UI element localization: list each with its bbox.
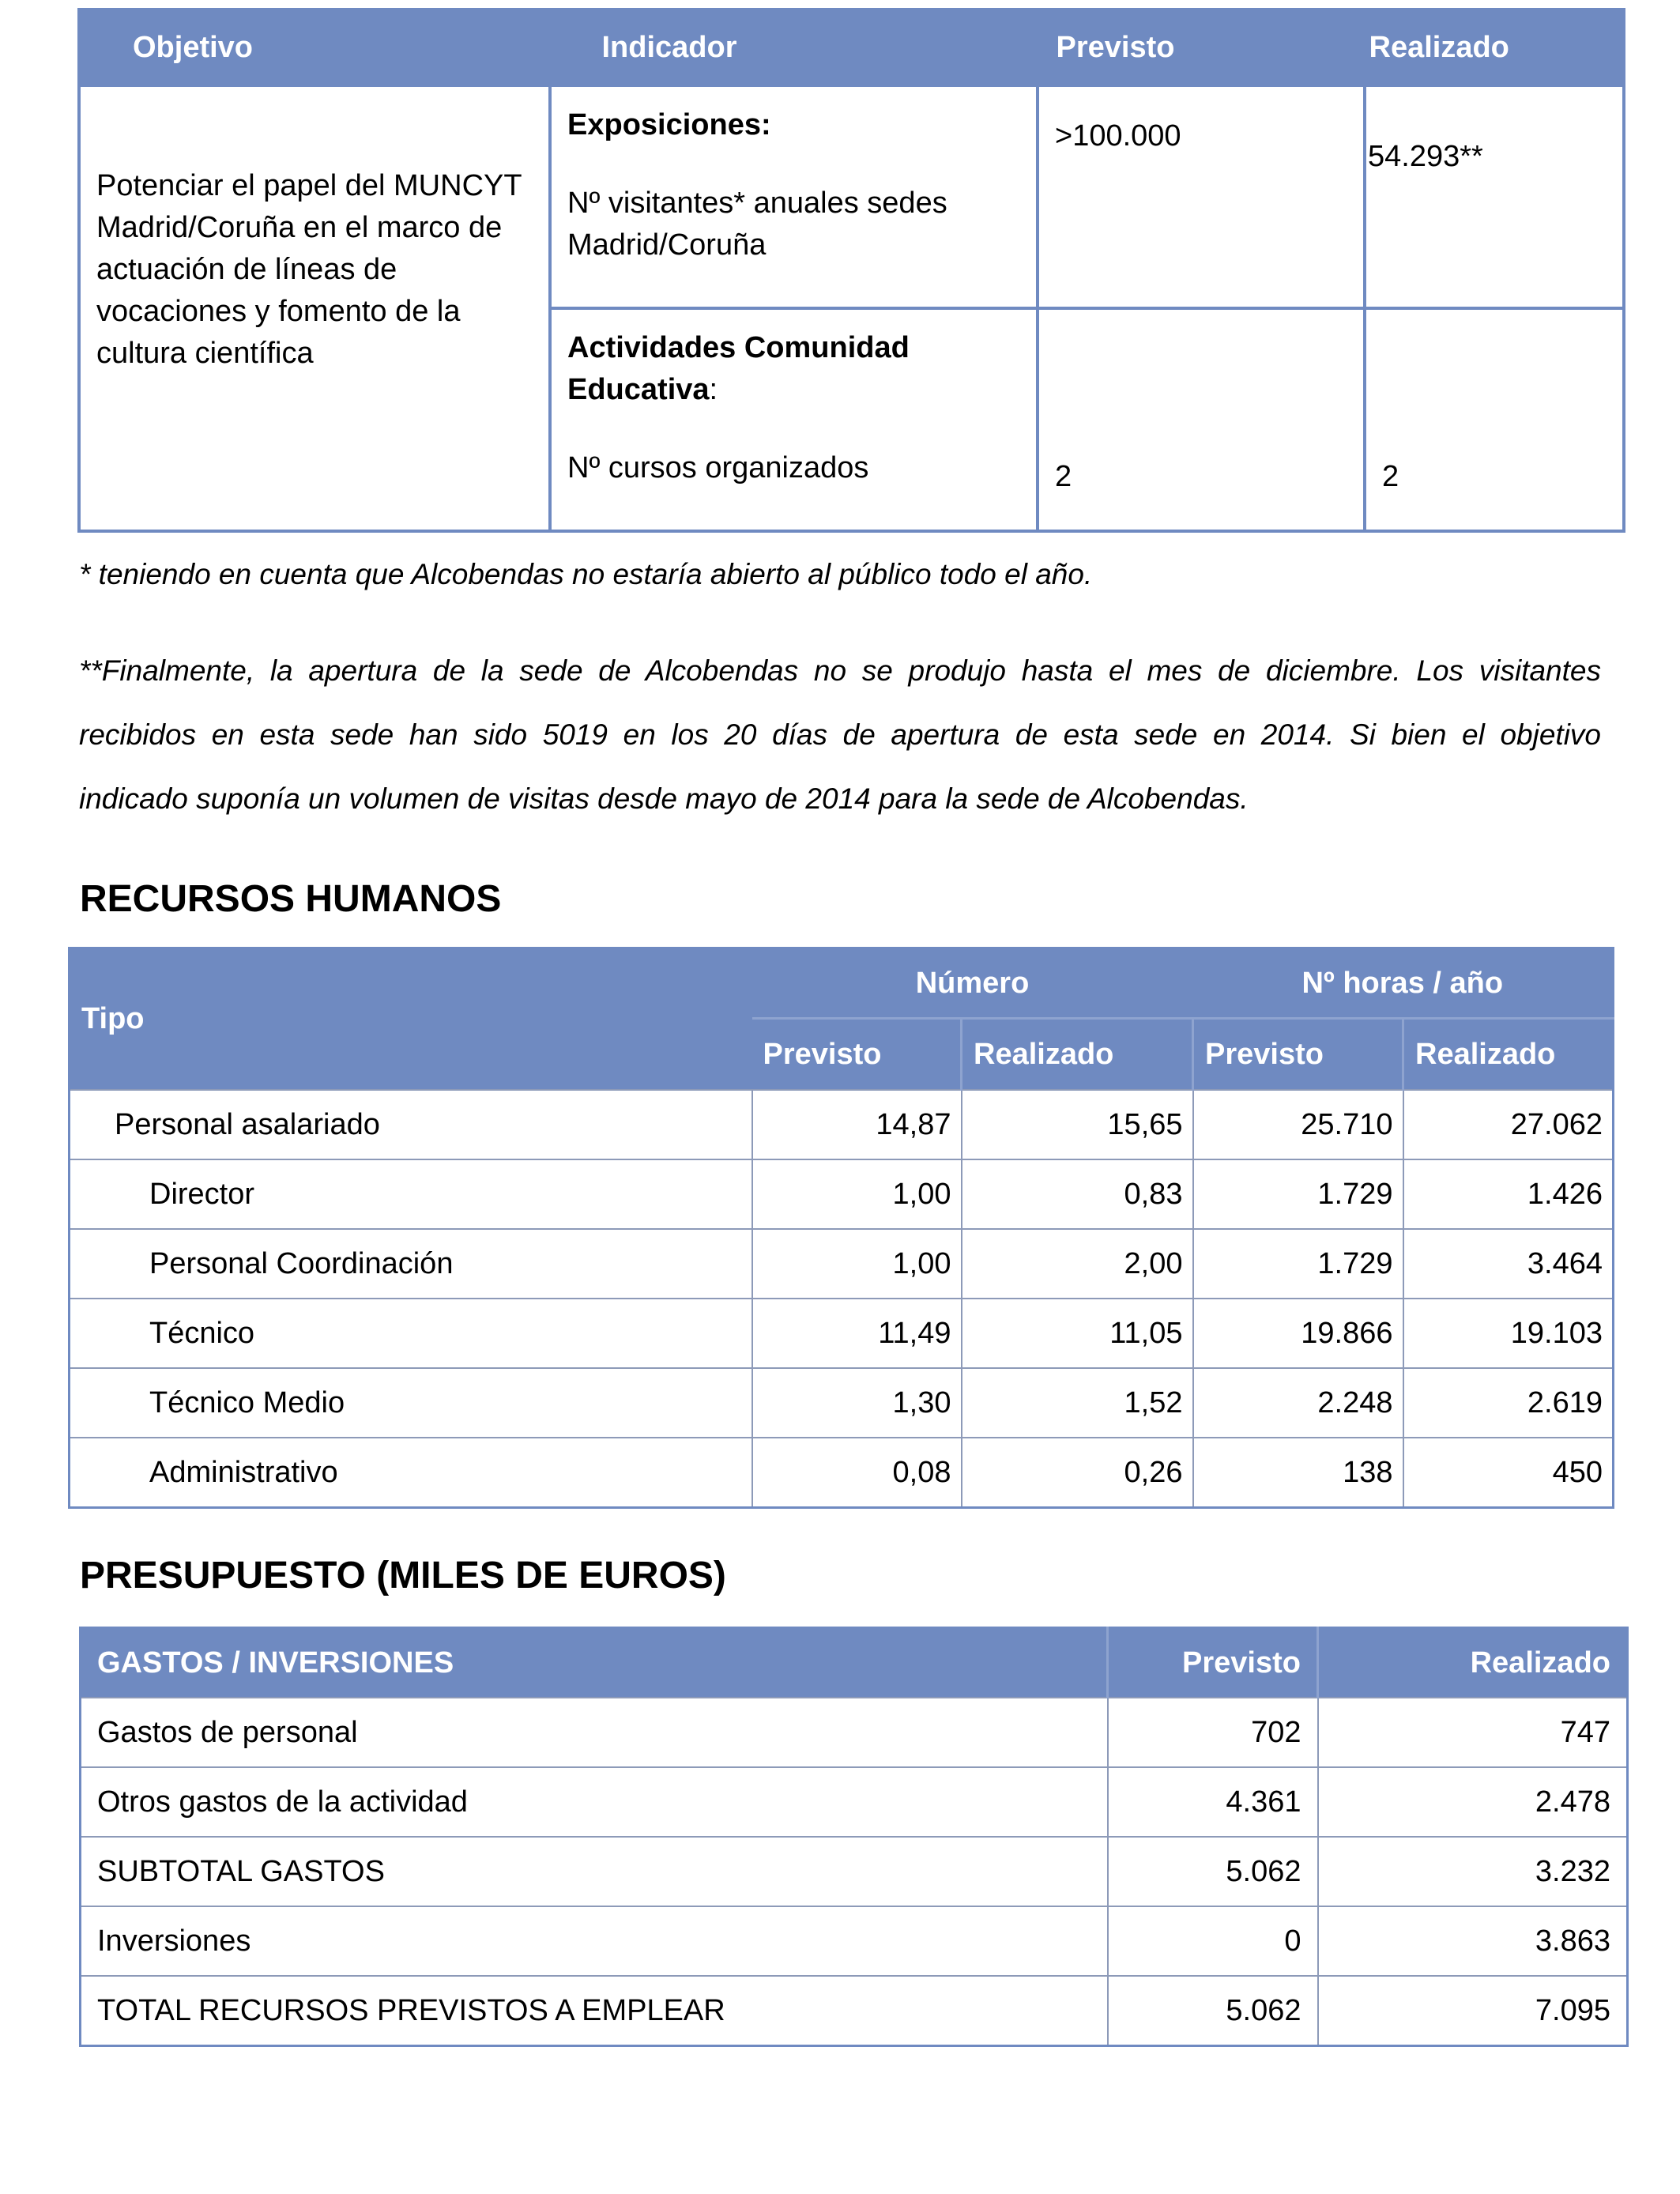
- cell-value: 2.248: [1193, 1368, 1403, 1438]
- row-label: Personal Coordinación: [70, 1229, 752, 1299]
- objectives-row: [79, 85, 1624, 308]
- realizado-value: 54.293**: [1365, 85, 1624, 308]
- row-label: Otros gastos de la actividad: [81, 1767, 1108, 1837]
- row-label: Gastos de personal: [81, 1698, 1108, 1767]
- header-objetivo: Objetivo: [79, 9, 550, 85]
- cell-realizado: 3.232: [1318, 1837, 1628, 1906]
- indicator-title: Exposiciones:: [567, 108, 771, 141]
- cell-value: 1,52: [962, 1368, 1193, 1438]
- row-label: TOTAL RECURSOS PREVISTOS A EMPLEAR: [81, 1976, 1108, 2046]
- footnote-2-line: recibidos en esta sede han sido 5019 en los 20 días de apertura de esta sede en 2014. Si bien el objetivo: [79, 718, 1601, 751]
- footnote-2-line: **Finalmente, la apertura de la sede de Alcobendas no se produjo hasta el mes de diciembre. Los visitantes: [79, 654, 1601, 687]
- cell-value: 1,00: [752, 1159, 962, 1229]
- cell-value: 19.103: [1403, 1299, 1614, 1368]
- header-horas-previsto: Previsto: [1193, 1019, 1403, 1091]
- cell-realizado: 3.863: [1318, 1906, 1628, 1976]
- cell-previsto: 0: [1108, 1906, 1318, 1976]
- section-title-recursos-humanos: RECURSOS HUMANOS: [80, 878, 502, 920]
- header-numero-previsto: Previsto: [752, 1019, 962, 1091]
- row-label: Técnico: [70, 1299, 752, 1368]
- header-realizado: Realizado: [1365, 9, 1624, 85]
- cell-value: 0,83: [962, 1159, 1193, 1229]
- footnote-1: * teniendo en cuenta que Alcobendas no estaría abierto al público todo el año.: [79, 558, 1093, 590]
- indicator-title-wrap: [567, 327, 1020, 411]
- realizado-value: 2: [1365, 308, 1624, 531]
- budget-table: [79, 1627, 1629, 2047]
- table-row: [70, 1159, 1614, 1229]
- table-row: [70, 1229, 1614, 1299]
- header-numero-realizado: Realizado: [962, 1019, 1193, 1091]
- footnote-2: [79, 639, 1601, 831]
- objectives-header-row: [79, 9, 1624, 85]
- human-resources-table: [68, 947, 1614, 1509]
- indicator-cell: [550, 308, 1038, 531]
- cell-value: 138: [1193, 1438, 1403, 1508]
- cell-realizado: 747: [1318, 1698, 1628, 1767]
- header-realizado: Realizado: [1318, 1628, 1628, 1698]
- indicator-text: Nº visitantes* anuales sedes Madrid/Coruña: [567, 187, 947, 262]
- header-numero: Número: [752, 948, 1193, 1019]
- section-title-presupuesto: PRESUPUESTO (MILES DE EUROS): [80, 1555, 726, 1596]
- cell-value: 14,87: [752, 1090, 962, 1159]
- header-previsto: Previsto: [1038, 9, 1365, 85]
- objective-text: Potenciar el papel del MUNCYT Madrid/Coruña en el marco de actuación de líneas de vocaciones y fomento de la cultura científica: [79, 85, 550, 531]
- cell-value: 3.464: [1403, 1229, 1614, 1299]
- cell-value: 25.710: [1193, 1090, 1403, 1159]
- table-row: [81, 1976, 1628, 2046]
- cell-realizado: 2.478: [1318, 1767, 1628, 1837]
- row-label: Director: [70, 1159, 752, 1229]
- cell-previsto: 702: [1108, 1698, 1318, 1767]
- cell-value: 2,00: [962, 1229, 1193, 1299]
- indicator-title-suffix: :: [709, 373, 718, 406]
- cell-value: 15,65: [962, 1090, 1193, 1159]
- cell-realizado: 7.095: [1318, 1976, 1628, 2046]
- row-label: Administrativo: [70, 1438, 752, 1508]
- hr-group-header-row: [70, 948, 1614, 1019]
- row-label: SUBTOTAL GASTOS: [81, 1837, 1108, 1906]
- previsto-value: 2: [1038, 308, 1365, 531]
- cell-value: 19.866: [1193, 1299, 1403, 1368]
- table-row: [70, 1368, 1614, 1438]
- table-row: [70, 1299, 1614, 1368]
- cell-value: 1.426: [1403, 1159, 1614, 1229]
- header-horas: Nº horas / año: [1193, 948, 1614, 1019]
- cell-value: 0,26: [962, 1438, 1193, 1508]
- objectives-table: [77, 8, 1625, 533]
- header-gastos-inversiones: GASTOS / INVERSIONES: [81, 1628, 1108, 1698]
- cell-value: 2.619: [1403, 1368, 1614, 1438]
- indicator-cell: [550, 85, 1038, 308]
- cell-value: 1.729: [1193, 1229, 1403, 1299]
- indicator-text: Nº cursos organizados: [567, 451, 869, 484]
- footnote-2-line: indicado suponía un volumen de visitas desde mayo de 2014 para la sede de Alcobendas.: [79, 782, 1249, 815]
- header-horas-realizado: Realizado: [1403, 1019, 1614, 1091]
- cell-value: 1,30: [752, 1368, 962, 1438]
- cell-previsto: 4.361: [1108, 1767, 1318, 1837]
- cell-value: 27.062: [1403, 1090, 1614, 1159]
- header-indicador: Indicador: [550, 9, 1038, 85]
- indicator-title: Actividades Comunidad Educativa: [567, 331, 910, 406]
- cell-value: 450: [1403, 1438, 1614, 1508]
- row-label: Técnico Medio: [70, 1368, 752, 1438]
- cell-value: 1.729: [1193, 1159, 1403, 1229]
- header-tipo: Tipo: [70, 948, 752, 1091]
- cell-value: 11,05: [962, 1299, 1193, 1368]
- table-row: [70, 1438, 1614, 1508]
- table-row: [81, 1906, 1628, 1976]
- cell-value: 11,49: [752, 1299, 962, 1368]
- cell-value: 0,08: [752, 1438, 962, 1508]
- previsto-value: >100.000: [1038, 85, 1365, 308]
- cell-previsto: 5.062: [1108, 1976, 1318, 2046]
- table-row: [81, 1837, 1628, 1906]
- row-label: Inversiones: [81, 1906, 1108, 1976]
- cell-previsto: 5.062: [1108, 1837, 1318, 1906]
- table-row: [70, 1090, 1614, 1159]
- header-previsto: Previsto: [1108, 1628, 1318, 1698]
- table-row: [81, 1698, 1628, 1767]
- table-row: [81, 1767, 1628, 1837]
- row-label: Personal asalariado: [70, 1090, 752, 1159]
- cell-value: 1,00: [752, 1229, 962, 1299]
- budget-header-row: [81, 1628, 1628, 1698]
